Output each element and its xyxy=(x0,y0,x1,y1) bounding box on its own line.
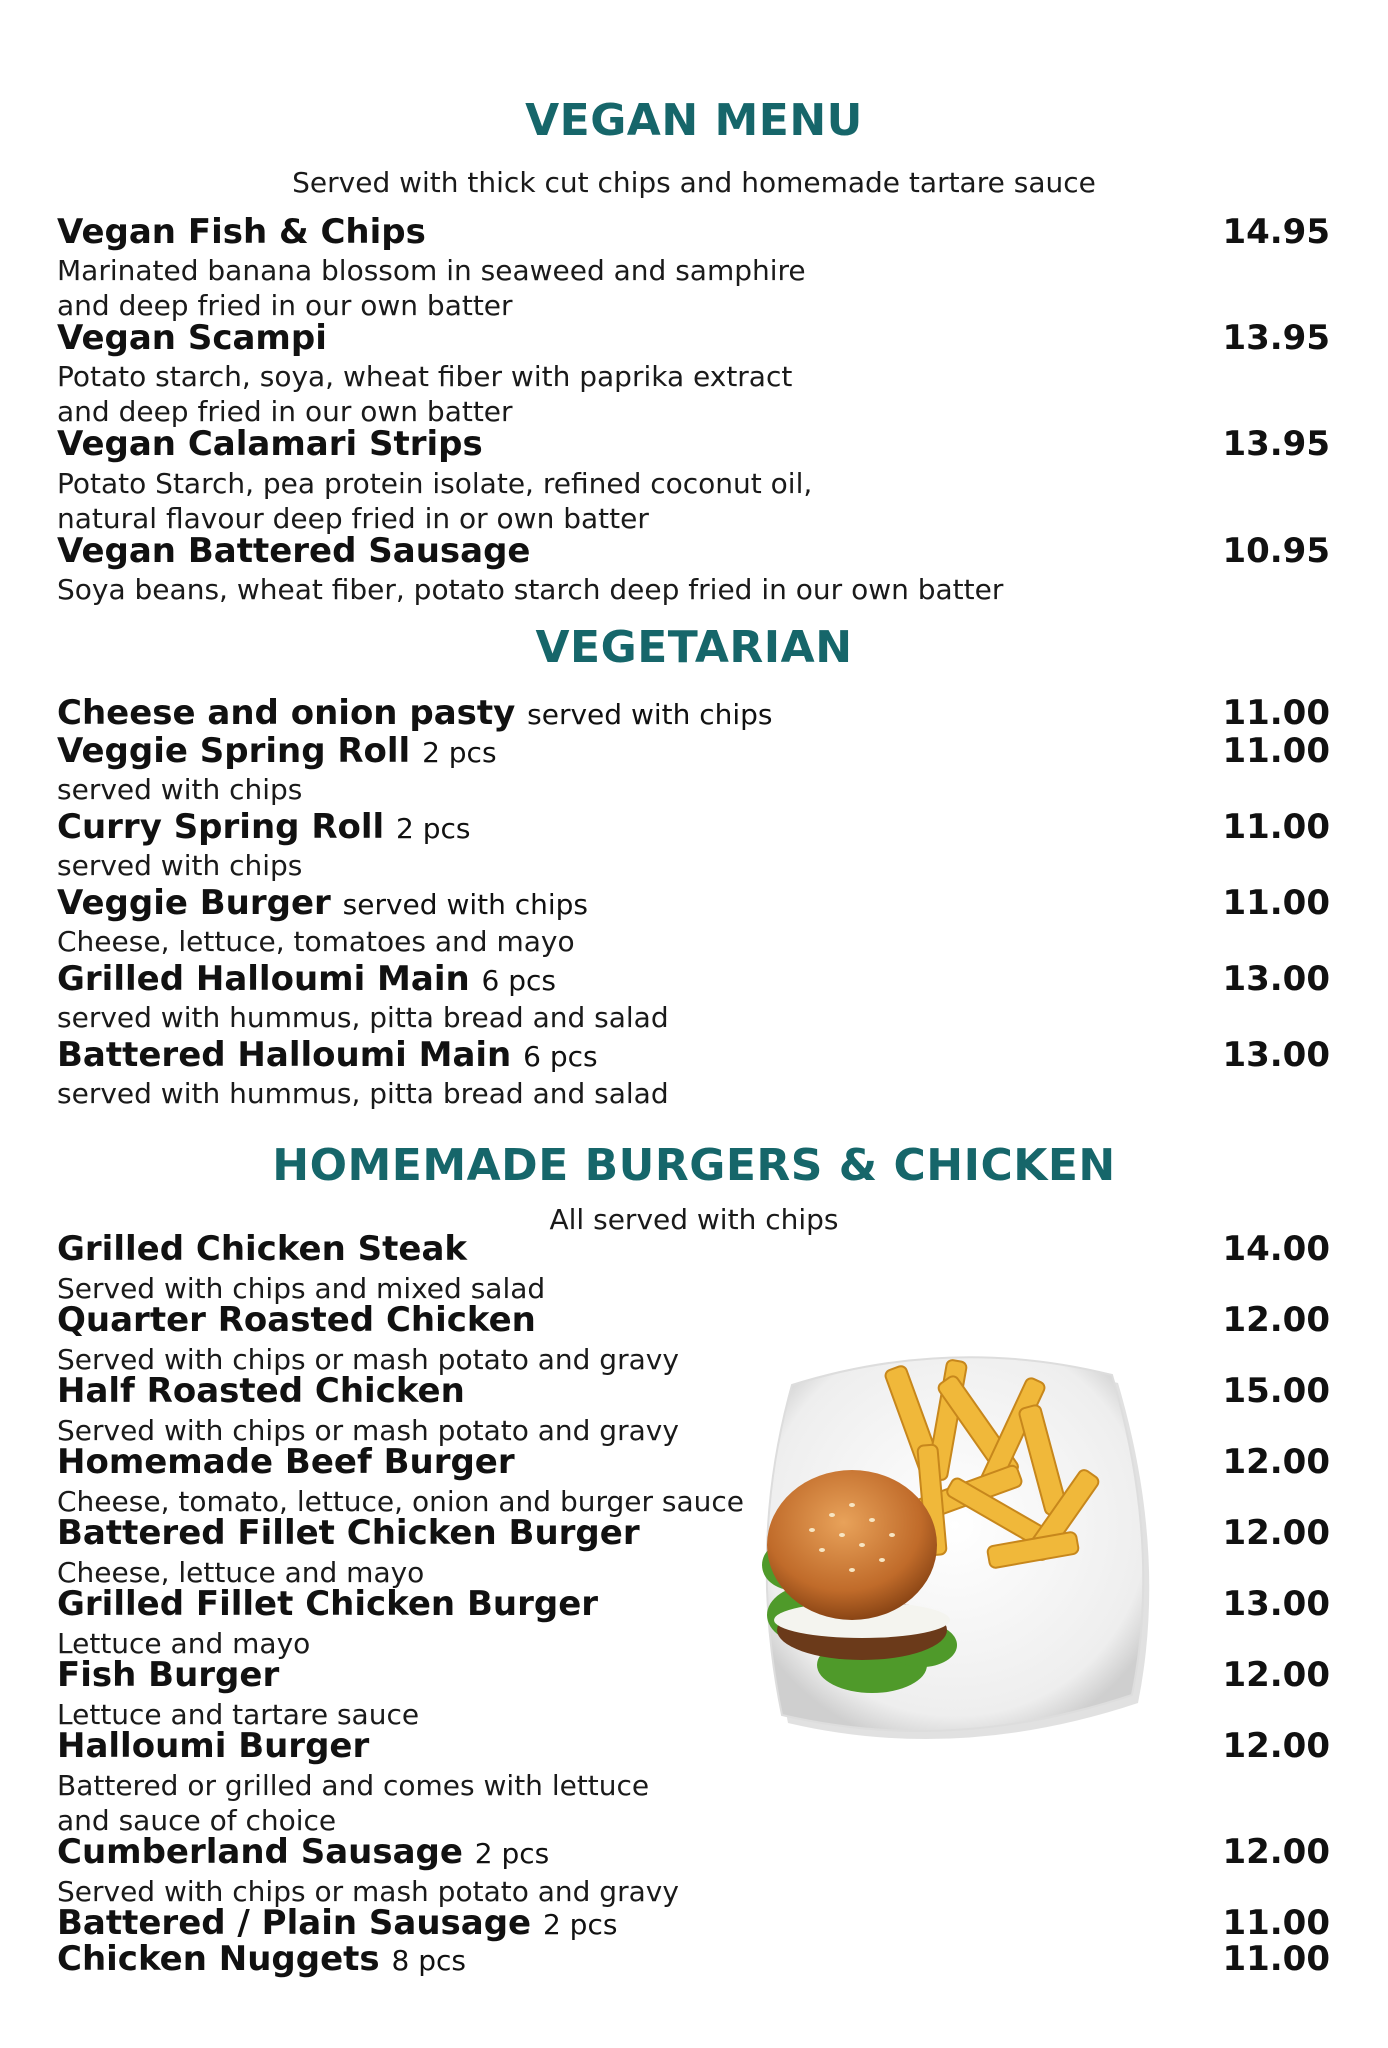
item-description: Battered or grilled and comes with lettuce xyxy=(57,1769,650,1802)
item-description: natural flavour deep fried in or own batter xyxy=(57,502,649,535)
item-note: served with chips xyxy=(342,888,589,921)
section-title-vegan: VEGAN MENU xyxy=(525,95,863,146)
item-description: and deep fried in our own batter xyxy=(57,289,513,322)
item-price: 12.00 xyxy=(1222,1300,1330,1340)
section-subtitle-burgers: All served with chips xyxy=(549,1203,839,1236)
item-note: 6 pcs xyxy=(481,964,557,997)
item-description: Served with chips or mash potato and gravy xyxy=(57,1875,679,1908)
item-description: Lettuce and mayo xyxy=(57,1627,311,1660)
item-price: 15.00 xyxy=(1222,1371,1330,1411)
item-name: Cumberland Sausage 2 pcs xyxy=(57,1832,550,1872)
item-name: Homemade Beef Burger xyxy=(57,1442,515,1482)
item-name: Quarter Roasted Chicken xyxy=(57,1300,536,1340)
item-description: served with chips xyxy=(57,849,303,882)
item-name: Chicken Nuggets 8 pcs xyxy=(57,1939,466,1979)
item-name: Vegan Scampi xyxy=(57,318,327,358)
item-price: 12.00 xyxy=(1222,1442,1330,1482)
item-name: Halloumi Burger xyxy=(57,1726,370,1766)
item-price: 11.00 xyxy=(1222,731,1330,771)
item-name: Vegan Battered Sausage xyxy=(57,531,531,571)
item-price: 14.95 xyxy=(1222,212,1330,252)
item-name: Battered Halloumi Main 6 pcs xyxy=(57,1035,598,1075)
item-price: 13.95 xyxy=(1222,424,1330,464)
item-note: 2 pcs xyxy=(542,1908,618,1941)
item-name: Fish Burger xyxy=(57,1655,280,1695)
item-name: Vegan Calamari Strips xyxy=(57,424,483,464)
item-name: Battered Fillet Chicken Burger xyxy=(57,1513,640,1553)
item-name: Battered / Plain Sausage 2 pcs xyxy=(57,1903,618,1943)
item-note: 2 pcs xyxy=(474,1837,550,1870)
item-description: Served with chips or mash potato and gravy xyxy=(57,1343,679,1376)
item-price: 11.00 xyxy=(1222,883,1330,923)
item-price: 13.00 xyxy=(1222,1584,1330,1624)
item-price: 13.00 xyxy=(1222,959,1330,999)
item-name: Grilled Halloumi Main 6 pcs xyxy=(57,959,557,999)
item-description: Served with chips or mash potato and gravy xyxy=(57,1414,679,1447)
item-price: 13.00 xyxy=(1222,1035,1330,1075)
item-price: 11.00 xyxy=(1222,1903,1330,1943)
burger-and-chips-plate-icon xyxy=(752,1345,1154,1742)
item-price: 10.95 xyxy=(1222,531,1330,571)
item-price: 11.00 xyxy=(1222,1939,1330,1979)
item-name: Cheese and onion pasty served with chips xyxy=(57,693,773,733)
item-name: Grilled Fillet Chicken Burger xyxy=(57,1584,599,1624)
item-note: 2 pcs xyxy=(396,812,471,845)
item-name: Vegan Fish & Chips xyxy=(57,212,426,252)
item-description: Soya beans, wheat fiber, potato starch deep fried in our own batter xyxy=(57,573,1004,606)
section-subtitle-vegan: Served with thick cut chips and homemade tartare sauce xyxy=(292,166,1096,199)
item-price: 12.00 xyxy=(1222,1655,1330,1695)
item-description: served with chips xyxy=(57,773,303,806)
item-description: and sauce of choice xyxy=(57,1804,337,1837)
item-description: Cheese, lettuce and mayo xyxy=(57,1556,425,1589)
item-price: 11.00 xyxy=(1222,693,1330,733)
item-description: Potato Starch, pea protein isolate, refined coconut oil, xyxy=(57,467,813,500)
item-name: Grilled Chicken Steak xyxy=(57,1229,467,1269)
item-description: Potato starch, soya, wheat fiber with paprika extract xyxy=(57,360,793,393)
item-price: 12.00 xyxy=(1222,1726,1330,1766)
item-description: served with hummus, pitta bread and salad xyxy=(57,1077,669,1110)
item-price: 13.95 xyxy=(1222,318,1330,358)
item-price: 12.00 xyxy=(1222,1832,1330,1872)
item-name: Veggie Spring Roll 2 pcs xyxy=(57,731,497,771)
item-price: 11.00 xyxy=(1222,807,1330,847)
item-description: Cheese, lettuce, tomatoes and mayo xyxy=(57,925,575,958)
item-name: Curry Spring Roll 2 pcs xyxy=(57,807,471,847)
item-price: 14.00 xyxy=(1222,1229,1330,1269)
item-name: Half Roasted Chicken xyxy=(57,1371,465,1411)
item-price: 12.00 xyxy=(1222,1513,1330,1553)
section-title-vegetarian: VEGETARIAN xyxy=(535,622,853,673)
item-description: Cheese, tomato, lettuce, onion and burger sauce xyxy=(57,1485,745,1518)
item-description: Marinated banana blossom in seaweed and samphire xyxy=(57,254,806,287)
item-note: 6 pcs xyxy=(523,1040,598,1073)
item-description: served with hummus, pitta bread and salad xyxy=(57,1001,669,1034)
item-description: and deep fried in our own batter xyxy=(57,395,513,428)
item-description: Served with chips and mixed salad xyxy=(57,1272,546,1305)
item-note: served with chips xyxy=(527,698,773,731)
item-note: 8 pcs xyxy=(391,1944,466,1977)
item-description: Lettuce and tartare sauce xyxy=(57,1698,420,1731)
item-note: 2 pcs xyxy=(422,736,497,769)
item-name: Veggie Burger served with chips xyxy=(57,883,589,923)
section-title-burgers: HOMEMADE BURGERS & CHICKEN xyxy=(272,1140,1116,1191)
